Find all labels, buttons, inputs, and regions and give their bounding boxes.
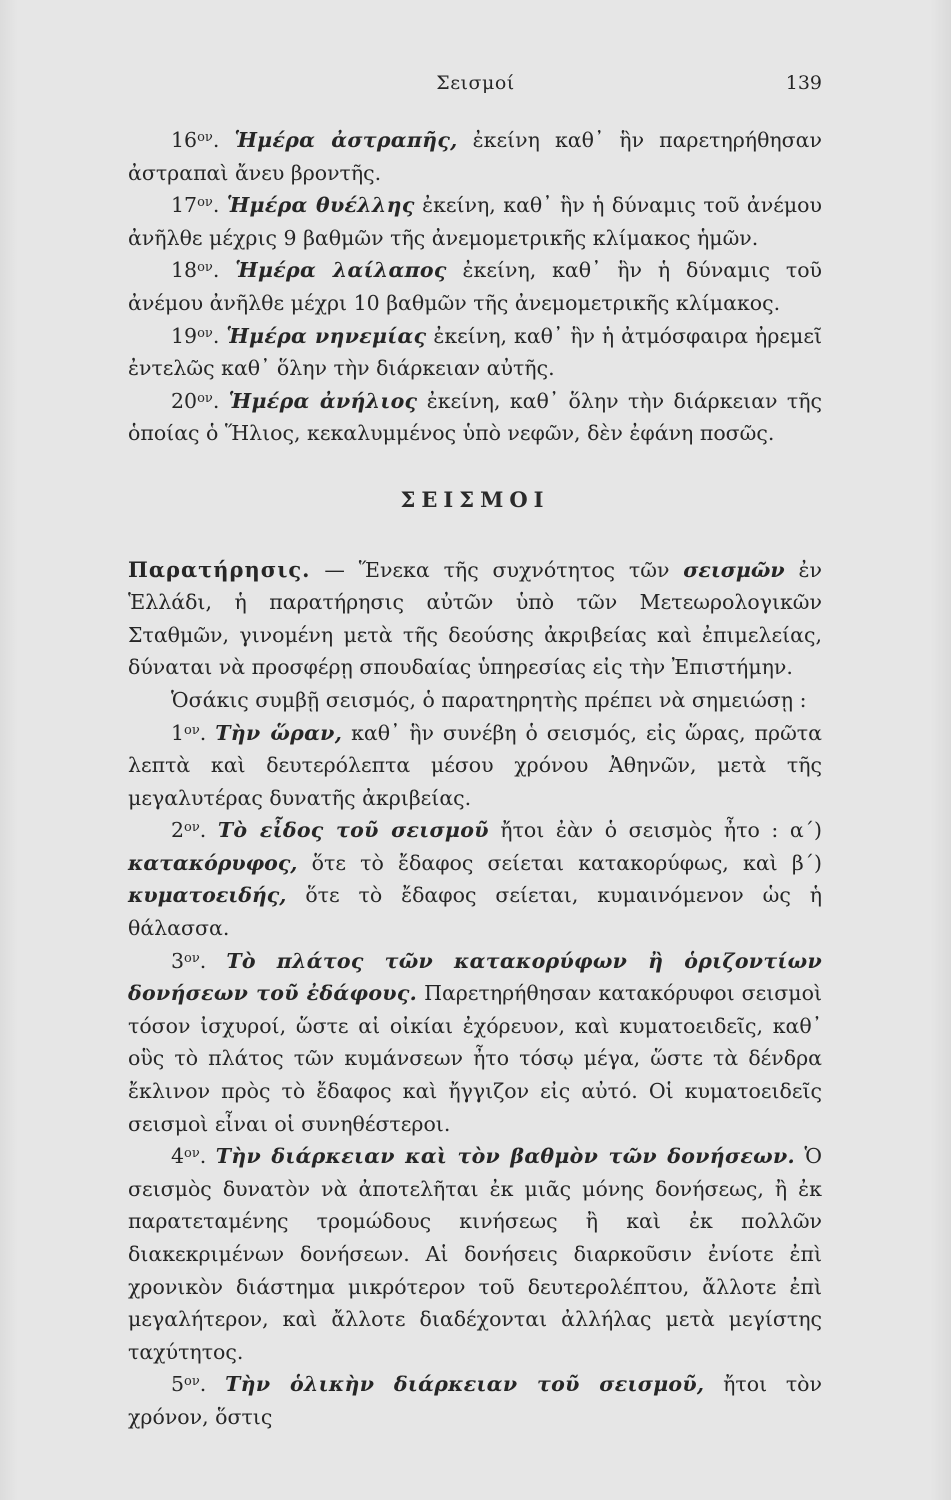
item-text: ἐκείνη, καθ᾽ ἣν ἡ ἀτμόσφαιρα ἠρεμεῖ ἐντελῶς καθ᾽ ὅλην τὴν διάρκειαν αὐτῆς.: [128, 323, 822, 381]
item-number: $2^{o\nu}$.: [171, 818, 207, 843]
item-lead: Τὸ εἶδος τοῦ σεισμοῦ: [217, 818, 489, 843]
item-lead: Ἡμέρα ἀστραπῆς,: [234, 128, 458, 152]
item-lead: Ἡμέρα ἀνήλιος: [228, 388, 418, 413]
body-text: [128, 124, 822, 1434]
item-number: $18^{o\nu}$.: [171, 258, 220, 283]
item-number: $4^{o\nu}$.: [171, 1144, 207, 1169]
intro-label: Παρατήρησις.: [128, 556, 311, 582]
item-lead: Τὴν ὥραν,: [215, 720, 343, 745]
item-number: $17^{o\nu}$.: [171, 193, 220, 218]
item-text: ἐκείνη, καθ᾽ ἣν ἡ δύναμις τοῦ ἀνέμου ἀνῆλθε μέχρις 9 βαθμῶν τῆς ἀνεμομετρικῆς κλίμακος ἡμῶν.: [128, 193, 822, 250]
item-lead: Ἡμέρα νηνεμίας: [226, 323, 427, 348]
section-intro: [128, 554, 822, 684]
day-definition-19: [128, 320, 822, 385]
page-number: 139: [785, 72, 822, 94]
item-lead: Τὴν ὁλικὴν διάρκειαν τοῦ σεισμοῦ,: [225, 1372, 705, 1397]
item-lead: Τὴν διάρκειαν καὶ τὸν βαθμὸν τῶν δονήσεων.: [215, 1144, 795, 1169]
item-text: καθ᾽ ἣν συνέβη ὁ σεισμός, εἰς ὥρας, πρῶτα λεπτὰ καὶ δευτερόλεπτα μέσου χρόνου Ἀθηνῶν, μετὰ τῆς μεγαλυτέρας δυνατῆς ἀκριβείας.: [128, 720, 822, 810]
item-text: ἐκείνη, καθ᾽ ἣν ἡ δύναμις τοῦ ἀνέμου ἀνῆλθε μέχρι 10 βαθμῶν τῆς ἀνεμομετρικῆς κλίμακος.: [128, 258, 822, 315]
observation-item-3: [128, 945, 822, 1141]
item-lead: Ἡμέρα θυέλλης: [226, 193, 415, 218]
intro-text-1: — Ἕνεκα τῆς συχνότητος τῶν: [310, 557, 684, 582]
running-head: [0, 72, 951, 102]
item-text: ἐκείνη, καθ᾽ ὅλην τὴν διάρκειαν τῆς ὁποίας ὁ Ἥλιος, κεκαλυμμένος ὑπὸ νεφῶν, δὲν ἐφάνη ποσῶς.: [128, 388, 822, 446]
day-definition-20: [128, 385, 822, 450]
section-heading: ΣΕΙΣΜΟΙ: [400, 486, 550, 512]
observation-item-2: [128, 814, 822, 944]
item-text: ἐκείνη καθ᾽ ἣν παρετηρήθησαν ἀστραπαὶ ἄνευ βροντῆς.: [128, 128, 822, 185]
item-number: $3^{o\nu}$.: [171, 948, 207, 973]
day-definition-16: [128, 124, 822, 189]
day-definition-17: [128, 189, 822, 254]
item-italic: κυματοειδής,: [128, 883, 287, 908]
item-number: $19^{o\nu}$.: [171, 323, 220, 348]
item-number: $1^{o\nu}$.: [171, 720, 207, 745]
observation-item-5: [128, 1368, 822, 1433]
item-lead: Ἡμέρα λαίλαπος: [235, 258, 447, 283]
item-text: ὅτε τὸ ἔδαφος σείεται, κυμαινόμενον ὡς ἡ θάλασσα.: [128, 883, 822, 941]
item-number: $5^{o\nu}$.: [171, 1372, 207, 1397]
intro-text-2: ἐν Ἑλλάδι, ἡ παρατήρησις αὐτῶν ὑπὸ τῶν Μετεωρολογικῶν Σταθμῶν, γινομένη μετὰ τῆς δεούσης ἀκριβείας καὶ ἐπιμελείας, δύναται νὰ προσφέρῃ σπουδαίας ὑπηρεσίας εἰς τὴν Ἐπιστήμην.: [128, 557, 822, 680]
item-number: $20^{o\nu}$.: [171, 388, 220, 413]
observation-item-1: [128, 717, 822, 815]
item-text: Παρετηρήθησαν κατακόρυφοι σεισμοὶ τόσον ἰσχυροί, ὥστε αἱ οἰκίαι ἐχόρευον, καὶ κυματοειδεῖς, καθ᾽ οὓς τὸ πλάτος τῶν κυμάνσεων ἦτο τόσῳ μέγα, ὥστε τὰ δένδρα ἔκλινον πρὸς τὸ ἔδαφος καὶ ἤγγιζον εἰς αὐτό. Οἱ κυματοειδεῖς σεισμοὶ εἶναι οἱ συνηθέστεροι.: [128, 981, 822, 1136]
item-lead: Τὸ πλάτος τῶν κατακορύφων ἢ ὁριζοντίων δονήσεων τοῦ ἐδάφους.: [128, 948, 822, 1006]
item-text: ἤτοι ἐὰν ὁ σεισμὸς ἦτο : α΄): [488, 818, 822, 843]
intro-italic: σεισμῶν: [683, 557, 785, 582]
item-text: ἤτοι τὸν χρόνον, ὅστις: [128, 1372, 822, 1429]
day-definition-18: [128, 254, 822, 319]
running-title: Σεισμοί: [436, 72, 515, 94]
item-number: $16^{o\nu}$.: [171, 128, 220, 152]
item-text: ὅτε τὸ ἔδαφος σείεται κατακορύφως, καὶ β΄): [297, 850, 822, 875]
item-text: Ὁ σεισμὸς δυνατὸν νὰ ἀποτελῆται ἐκ μιᾶς μόνης δονήσεως, ἢ ἐκ παρατεταμένης τρομώδους κινήσεως ἢ καὶ ἐκ πολλῶν διακεκριμένων δονήσεων. Αἱ δονήσεις διαρκοῦσιν ἐνίοτε ἐπὶ χρονικὸν διάστημα μικρότερον τοῦ δευτερολέπτου, ἄλλοτε ἐπὶ μεγαλήτερον, καὶ ἄλλοτε διαδέχονται ἀλλήλας μετὰ μεγίστης ταχύτητος.: [128, 1144, 822, 1364]
section-note: Ὁσάκις συμβῇ σεισμός, ὁ παρατηρητὴς πρέπει νὰ σημειώσῃ :: [171, 687, 807, 712]
observation-item-4: [128, 1140, 822, 1368]
item-italic: κατακόρυφος,: [128, 850, 298, 875]
